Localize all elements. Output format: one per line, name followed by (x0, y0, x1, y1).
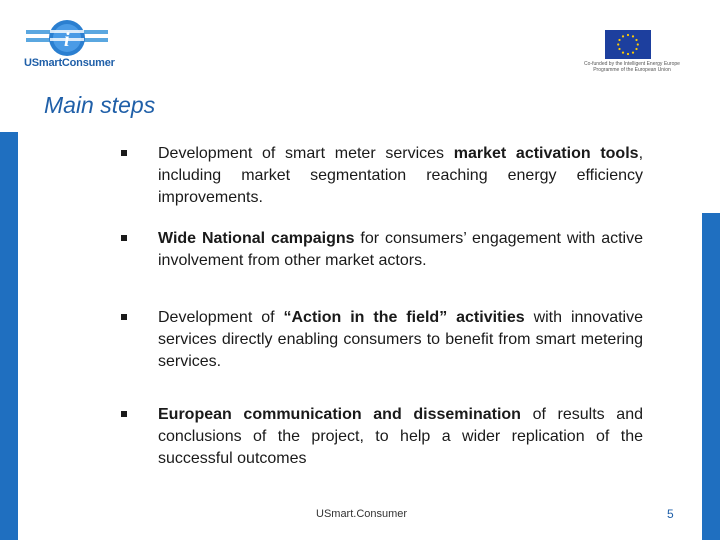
bullet-item (121, 307, 643, 404)
slide-title: Main steps (44, 92, 156, 118)
bullet-text: , including market segmentation reaching energy efficiency improvements. (158, 145, 644, 206)
eu-caption-line-2: Programme of the European Union (593, 67, 671, 73)
svg-text:i: i (64, 29, 70, 51)
bullet-square-icon (121, 150, 127, 156)
bullet-bold-text: European communication and dissemination (158, 406, 521, 423)
logo-text: USmartConsumer (24, 57, 115, 69)
eu-flag-icon (605, 30, 651, 59)
eu-caption-line-1: Co-funded by the Intelligent Energy Europe (584, 61, 680, 67)
bullet-text: for consumers’ engagement with active involvement from other market actors. (158, 230, 643, 269)
footer-text: USmart.Consumer (316, 508, 408, 520)
bullet-bold-text: Wide National campaigns (158, 230, 355, 247)
bullet-item (121, 228, 643, 307)
bullet-bold-text: market activation tools (453, 145, 639, 162)
bullet-item (121, 143, 643, 228)
bullet-text: Development of (158, 309, 284, 326)
left-accent-bar (0, 132, 18, 540)
bullet-square-icon (121, 235, 127, 241)
bullet-text: with innovative services directly enabling consumers to benefit from smart metering services. (158, 309, 643, 370)
right-accent-bar (702, 213, 720, 540)
bullet-text: of results and conclusions of the project, to help a wider replication of the successful outcomes (158, 406, 643, 467)
bullet-bold-text: “Action in the field” activities (283, 309, 525, 326)
bullet-list (121, 143, 643, 470)
bullet-text: Development of smart meter services (158, 145, 454, 162)
bullet-square-icon (121, 411, 127, 417)
page-number: 5 (667, 507, 674, 521)
bullet-item (121, 404, 643, 470)
bullet-square-icon (121, 314, 127, 320)
eu-caption (572, 61, 692, 73)
